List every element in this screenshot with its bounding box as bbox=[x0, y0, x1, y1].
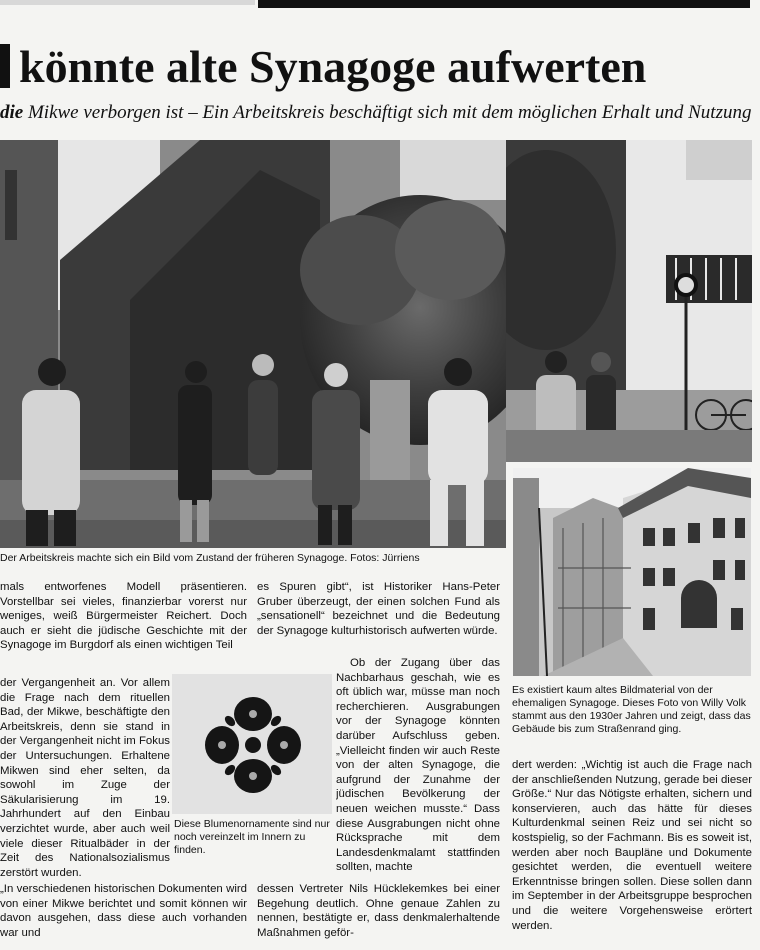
col1-paragraph-wrap: der Vergangenheit an. Vor allem die Frage nach dem rituellen Bad, der Mikwe, beschäftigte den Arbeitskreis, denn sie stand in der Vergangenheit nicht im Fokus der Untersuchungen. Erhaltene Mikwen sind eher selten, da sowohl im Zuge der Säkularisierung im 19. Jahrhundert auf den Einbau verzichtet wurde, aber auch weil viele dieser Ritualbäder in der Zeit des Nationalsozialismus zerstört wurden. bbox=[0, 677, 170, 879]
top-rule-dark bbox=[258, 0, 750, 8]
col2-paragraph-1: es Spuren gibt“, ist Historiker Hans-Peter Gruber überzeugt, der einen solchen Fund als „sensationell“ bezeichnet und die Bedeutung der Synagoge kulturhistorisch aufwerten würde. bbox=[257, 581, 500, 637]
cut-letter-stroke bbox=[0, 44, 10, 88]
col1-paragraph-top: mals entworfenes Modell präsentieren. Vorstellbar sei vieles, finanzierbar vorerst nur weniges, weiß Bürgermeister Reichert. Doch auch er sieht die jüdische Geschichte mit der Synagoge im Burgdorf als einen wichtigen Teil bbox=[0, 581, 247, 652]
flower-ornament-image bbox=[172, 674, 332, 814]
col1-paragraph-bottom: „In verschiedenen historischen Dokumenten wird von einer Mikwe berichtet und somit können wir davon ausgehen, dass diese auch vorhanden war und bbox=[0, 883, 247, 939]
article-col2-top bbox=[257, 580, 500, 655]
side-photo bbox=[513, 468, 751, 676]
ornament-photo-caption: Diese Blumenornamente sind nur noch vereinzelt im Innern zu finden. bbox=[174, 818, 330, 856]
street-scene-image bbox=[506, 140, 752, 462]
article-col1-bottom bbox=[0, 882, 247, 942]
subheadline bbox=[0, 100, 760, 126]
headline bbox=[0, 38, 760, 96]
article-col1-top bbox=[0, 580, 247, 675]
headline-text: könnte alte Synagoge aufwerten bbox=[19, 41, 647, 92]
main-photo-image bbox=[0, 140, 506, 548]
col3-paragraph: dert werden: „Wichtig ist auch die Frage nach der anschließenden Nutzung, gerade bei dieser Größe.“ Nur das Nötigste erhalten, sichern und konservieren, auch das hätte für dieses Kulturdenkmal seinen Reiz und sei nicht so kostspielig, so der Fachmann. Bis es soweit ist, werden aber noch Baupläne und Dokumente gesichtet werden, die eventuell weitere Erkenntnisse bringen sollen. Diese sollen dann im September in der Arbeitsgruppe besprochen und die weitere Vorgehensweise erörtert werden. bbox=[512, 759, 752, 932]
article-col3 bbox=[512, 758, 752, 942]
main-photo-right-part bbox=[506, 140, 752, 462]
ornament-photo bbox=[172, 674, 332, 814]
top-rule-light bbox=[0, 0, 255, 5]
article-col1-wrap bbox=[0, 676, 170, 883]
subheadline-lead: die bbox=[0, 102, 24, 123]
article-col2-bottom bbox=[257, 882, 500, 942]
side-photo-caption: Es existiert kaum altes Bildmaterial von der ehemaligen Synagoge. Dieses Foto von Willy Volk stammt aus den 1930er Jahren und zeigt, dass das Gebäude bis zum Straßenrand ging. bbox=[512, 684, 751, 735]
main-photo-caption: Der Arbeitskreis machte sich ein Bild vom Zustand der früheren Synagoge. Fotos: Jürriens bbox=[0, 552, 420, 564]
historic-street-image bbox=[513, 468, 751, 676]
main-photo bbox=[0, 140, 506, 548]
col2-paragraph-2: Ob der Zugang über das Nachbarhaus geschah, wie es oft üblich war, müsse man noch recherchieren. Ausgrabungen vor der Synagoge könnten darüber Aufschluss geben. „Vielleicht finden wir auch Reste von der alten Synagoge, die aufgrund der Zunahme der jüdischen Bevölkerung der neuen weichen musste.“ Dass diese Ausgrabungen nicht ohne Rücksprache mit dem Landesdenkmalamt stattfinden sollten, machte bbox=[336, 657, 500, 874]
article-col2-wrap bbox=[336, 656, 500, 882]
col2-paragraph-bottom: dessen Vertreter Nils Hücklekemkes bei einer Begehung deutlich. Ohne genaue Zahlen zu nennen, bestätigte er, dass denkmalerhaltende Maßnahmen geför- bbox=[257, 883, 500, 939]
subheadline-text: Mikwe verborgen ist – Ein Arbeitskreis beschäftigt sich mit dem möglichen Erhalt und Nutzung bbox=[23, 102, 752, 123]
